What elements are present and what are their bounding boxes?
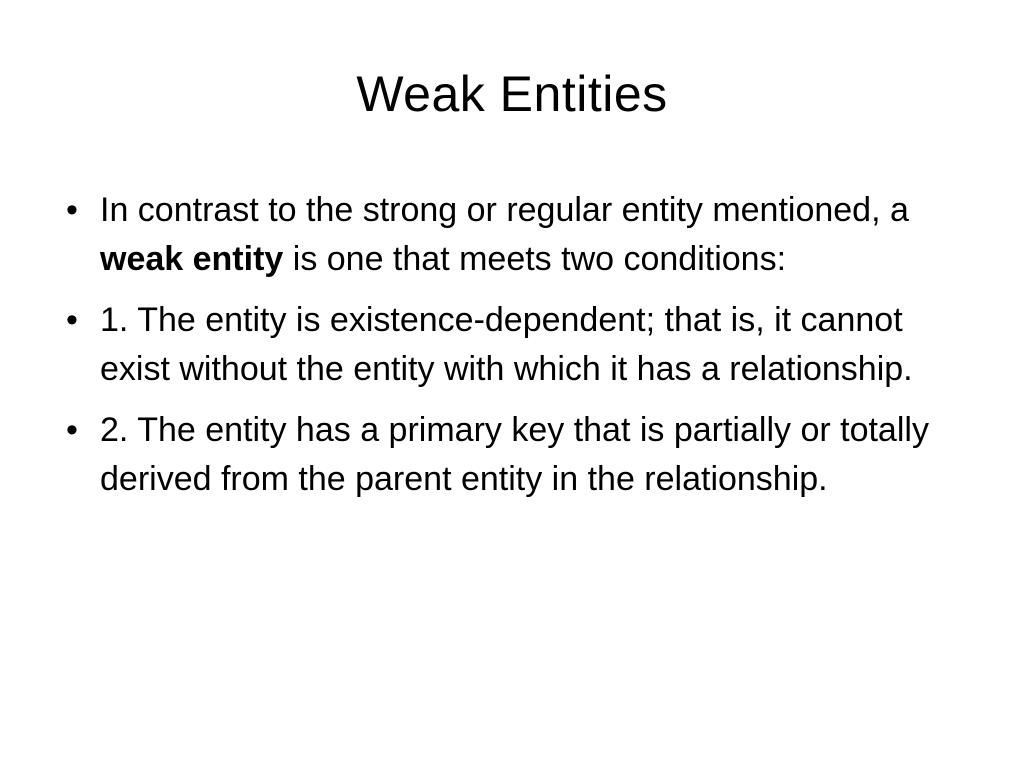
bullet-text-condition-2: 2. The entity has a primary key that is partially or totally derived from the parent entity in the relationship. (100, 411, 929, 498)
bullet-text-intro-start: In contrast to the strong or regular entity mentioned, a (100, 191, 909, 229)
bullet-item-condition-2 (58, 406, 978, 504)
weak-entity-term: weak entity (100, 240, 284, 278)
bullet-text-intro-end: is one that meets two conditions: (283, 240, 787, 278)
bullet-list (58, 186, 978, 516)
bullet-marker-icon: • (66, 191, 78, 229)
bullet-text-condition-1: 1. The entity is existence-dependent; that is, it cannot exist without the entity with which it has a relationship. (100, 301, 913, 388)
slide-title: Weak Entities (356, 66, 668, 122)
bullet-item-condition-1 (58, 296, 978, 394)
bullet-marker-icon: • (66, 301, 78, 339)
bullet-item-intro (58, 186, 978, 284)
bullet-marker-icon: • (66, 411, 78, 449)
